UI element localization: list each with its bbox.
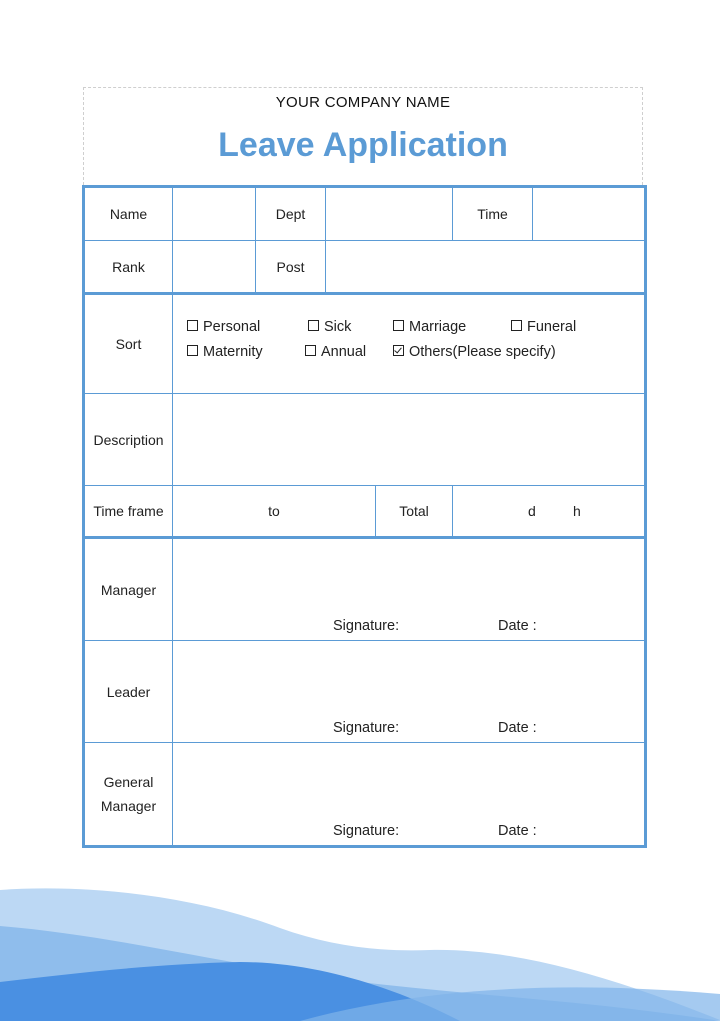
sort-option-others[interactable]: Others(Please specify): [393, 344, 556, 360]
form-title: Leave Application: [218, 126, 508, 164]
checked-checkbox-icon[interactable]: [393, 345, 404, 356]
gm-date-label: Date :: [498, 823, 537, 839]
timeframe-field[interactable]: [173, 486, 376, 538]
post-label: Post: [256, 241, 326, 294]
form-header: [83, 87, 643, 185]
decorative-wave: [0, 870, 720, 1021]
leader-signature-label: Signature:: [333, 720, 400, 736]
manager-date-label: Date :: [498, 618, 537, 634]
rank-field[interactable]: [173, 241, 256, 294]
checkbox-icon[interactable]: [308, 320, 319, 331]
sort-option-annual[interactable]: Annual: [305, 344, 366, 360]
sort-options-row-2: [187, 344, 644, 369]
description-label: Description: [84, 394, 173, 486]
leader-date-label: Date :: [498, 720, 537, 736]
hours-unit: h: [573, 503, 581, 519]
sort-option-maternity[interactable]: Maternity: [187, 344, 263, 360]
time-field[interactable]: [533, 187, 646, 241]
days-unit: d: [528, 503, 536, 519]
post-field[interactable]: [326, 241, 646, 294]
sort-label: Sort: [84, 294, 173, 394]
general-manager-label: General Manager: [84, 743, 173, 847]
sort-option-funeral[interactable]: Funeral: [511, 319, 576, 335]
total-field[interactable]: [453, 486, 646, 538]
dept-field[interactable]: [326, 187, 453, 241]
checkbox-icon[interactable]: [187, 345, 198, 356]
rank-label: Rank: [84, 241, 173, 294]
dept-label: Dept: [256, 187, 326, 241]
leader-approval-field[interactable]: [173, 641, 646, 743]
sort-option-personal[interactable]: Personal: [187, 319, 260, 335]
sort-options-row-1: [187, 319, 644, 344]
leader-label: Leader: [84, 641, 173, 743]
manager-label: Manager: [84, 538, 173, 641]
general-manager-approval-field[interactable]: [173, 743, 646, 847]
sort-option-marriage[interactable]: Marriage: [393, 319, 466, 335]
checkbox-icon[interactable]: [511, 320, 522, 331]
manager-signature-label: Signature:: [333, 618, 400, 634]
checkbox-icon[interactable]: [393, 320, 404, 331]
description-field[interactable]: [173, 394, 646, 486]
sort-options: [173, 294, 646, 394]
total-label: Total: [376, 486, 453, 538]
timeframe-label: Time frame: [84, 486, 173, 538]
leave-application-table: [82, 185, 647, 848]
name-label: Name: [84, 187, 173, 241]
to-label: to: [268, 503, 280, 519]
manager-approval-field[interactable]: [173, 538, 646, 641]
company-name: YOUR COMPANY NAME: [275, 94, 451, 111]
name-field[interactable]: [173, 187, 256, 241]
checkbox-icon[interactable]: [187, 320, 198, 331]
checkbox-icon[interactable]: [305, 345, 316, 356]
gm-signature-label: Signature:: [333, 823, 400, 839]
sort-option-sick[interactable]: Sick: [308, 319, 351, 335]
time-label: Time: [453, 187, 533, 241]
